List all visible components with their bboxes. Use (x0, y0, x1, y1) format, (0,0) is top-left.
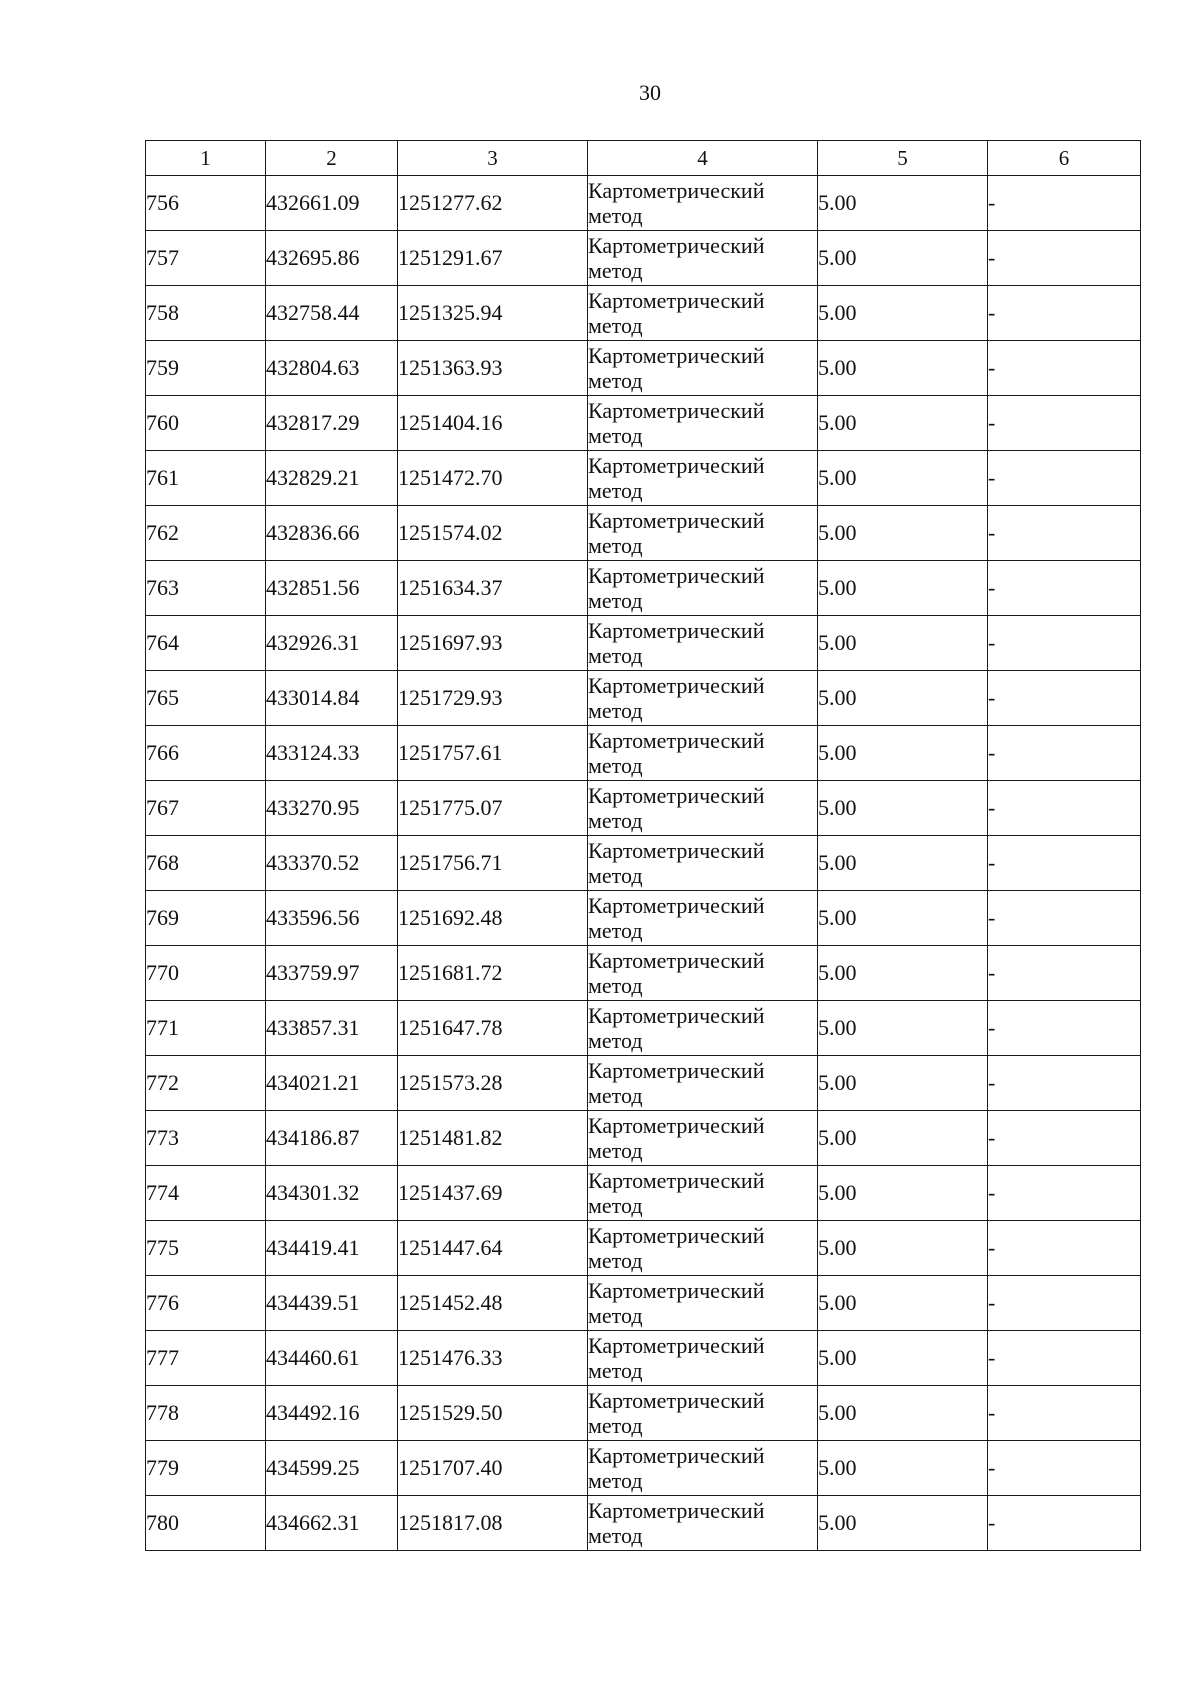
method-cell (588, 231, 818, 286)
method-label-line2: метод (588, 973, 643, 998)
point-number-cell: 757 (146, 231, 266, 286)
x-coordinate-cell: 434460.61 (266, 1331, 398, 1386)
method-label-line1: Картометрический (588, 233, 765, 258)
y-coordinate-cell: 1251574.02 (398, 506, 588, 561)
method-label-line2: метод (588, 1083, 643, 1108)
x-coordinate-cell: 432695.86 (266, 231, 398, 286)
y-coordinate-cell: 1251476.33 (398, 1331, 588, 1386)
method-label-line2: метод (588, 588, 643, 613)
method-cell (588, 451, 818, 506)
table-header-row (146, 141, 1141, 176)
table-row (146, 1111, 1141, 1166)
point-number-cell: 780 (146, 1496, 266, 1551)
note-cell: - (988, 176, 1141, 231)
method-label-line1: Картометрический (588, 343, 765, 368)
accuracy-cell: 5.00 (818, 726, 988, 781)
note-cell: - (988, 1331, 1141, 1386)
y-coordinate-cell: 1251573.28 (398, 1056, 588, 1111)
page-number: 30 (639, 80, 661, 105)
table-row (146, 451, 1141, 506)
point-number-cell: 756 (146, 176, 266, 231)
accuracy-cell: 5.00 (818, 286, 988, 341)
method-label-line1: Картометрический (588, 1278, 765, 1303)
point-number-cell: 763 (146, 561, 266, 616)
y-coordinate-cell: 1251363.93 (398, 341, 588, 396)
note-cell: - (988, 286, 1141, 341)
method-label-line2: метод (588, 1248, 643, 1273)
note-cell: - (988, 1386, 1141, 1441)
note-cell: - (988, 506, 1141, 561)
y-coordinate-cell: 1251404.16 (398, 396, 588, 451)
note-cell: - (988, 891, 1141, 946)
note-cell: - (988, 341, 1141, 396)
x-coordinate-cell: 434439.51 (266, 1276, 398, 1331)
y-coordinate-cell: 1251697.93 (398, 616, 588, 671)
method-label-line2: метод (588, 1413, 643, 1438)
y-coordinate-cell: 1251634.37 (398, 561, 588, 616)
y-coordinate-cell: 1251756.71 (398, 836, 588, 891)
table-row (146, 946, 1141, 1001)
x-coordinate-cell: 432758.44 (266, 286, 398, 341)
x-coordinate-cell: 432817.29 (266, 396, 398, 451)
method-label-line1: Картометрический (588, 1113, 765, 1138)
method-cell (588, 396, 818, 451)
method-cell (588, 1441, 818, 1496)
accuracy-cell: 5.00 (818, 1221, 988, 1276)
column-header-5: 5 (818, 141, 988, 176)
accuracy-cell: 5.00 (818, 176, 988, 231)
method-label-line1: Картометрический (588, 1058, 765, 1083)
method-label-line1: Картометрический (588, 1443, 765, 1468)
method-cell (588, 781, 818, 836)
point-number-cell: 775 (146, 1221, 266, 1276)
method-cell (588, 1386, 818, 1441)
method-cell (588, 616, 818, 671)
method-label-line2: метод (588, 1303, 643, 1328)
method-label-line1: Картометрический (588, 783, 765, 808)
note-cell: - (988, 396, 1141, 451)
point-number-cell: 777 (146, 1331, 266, 1386)
column-header-2: 2 (266, 141, 398, 176)
x-coordinate-cell: 434021.21 (266, 1056, 398, 1111)
accuracy-cell: 5.00 (818, 506, 988, 561)
x-coordinate-cell: 433857.31 (266, 1001, 398, 1056)
accuracy-cell: 5.00 (818, 1276, 988, 1331)
accuracy-cell: 5.00 (818, 1331, 988, 1386)
method-cell (588, 1221, 818, 1276)
column-header-4: 4 (588, 141, 818, 176)
method-cell (588, 946, 818, 1001)
method-label-line2: метод (588, 863, 643, 888)
method-label-line2: метод (588, 1028, 643, 1053)
note-cell: - (988, 1166, 1141, 1221)
method-cell (588, 726, 818, 781)
x-coordinate-cell: 432661.09 (266, 176, 398, 231)
table-row (146, 616, 1141, 671)
table-body (146, 176, 1141, 1551)
method-cell (588, 671, 818, 726)
accuracy-cell: 5.00 (818, 561, 988, 616)
note-cell: - (988, 946, 1141, 1001)
method-label-line1: Картометрический (588, 288, 765, 313)
y-coordinate-cell: 1251325.94 (398, 286, 588, 341)
note-cell: - (988, 671, 1141, 726)
method-label-line1: Картометрический (588, 948, 765, 973)
accuracy-cell: 5.00 (818, 1056, 988, 1111)
method-label-line2: метод (588, 753, 643, 778)
y-coordinate-cell: 1251481.82 (398, 1111, 588, 1166)
method-label-line2: метод (588, 478, 643, 503)
table-row (146, 1331, 1141, 1386)
method-cell (588, 836, 818, 891)
column-header-1: 1 (146, 141, 266, 176)
method-label-line1: Картометрический (588, 1333, 765, 1358)
x-coordinate-cell: 433270.95 (266, 781, 398, 836)
table-row (146, 231, 1141, 286)
method-label-line2: метод (588, 533, 643, 558)
table-row (146, 671, 1141, 726)
method-label-line2: метод (588, 918, 643, 943)
x-coordinate-cell: 432836.66 (266, 506, 398, 561)
point-number-cell: 768 (146, 836, 266, 891)
accuracy-cell: 5.00 (818, 1386, 988, 1441)
accuracy-cell: 5.00 (818, 341, 988, 396)
table-row (146, 176, 1141, 231)
point-number-cell: 764 (146, 616, 266, 671)
x-coordinate-cell: 434492.16 (266, 1386, 398, 1441)
method-label-line1: Картометрический (588, 1223, 765, 1248)
note-cell: - (988, 616, 1141, 671)
x-coordinate-cell: 433596.56 (266, 891, 398, 946)
y-coordinate-cell: 1251647.78 (398, 1001, 588, 1056)
x-coordinate-cell: 434599.25 (266, 1441, 398, 1496)
method-label-line1: Картометрический (588, 728, 765, 753)
point-number-cell: 761 (146, 451, 266, 506)
note-cell: - (988, 1496, 1141, 1551)
y-coordinate-cell: 1251291.67 (398, 231, 588, 286)
y-coordinate-cell: 1251452.48 (398, 1276, 588, 1331)
point-number-cell: 762 (146, 506, 266, 561)
x-coordinate-cell: 433014.84 (266, 671, 398, 726)
x-coordinate-cell: 432926.31 (266, 616, 398, 671)
table-row (146, 781, 1141, 836)
method-cell (588, 506, 818, 561)
method-cell (588, 561, 818, 616)
method-label-line2: метод (588, 1138, 643, 1163)
accuracy-cell: 5.00 (818, 671, 988, 726)
table-row (146, 1276, 1141, 1331)
y-coordinate-cell: 1251529.50 (398, 1386, 588, 1441)
y-coordinate-cell: 1251757.61 (398, 726, 588, 781)
method-label-line1: Картометрический (588, 563, 765, 588)
method-label-line1: Картометрический (588, 178, 765, 203)
method-label-line2: метод (588, 643, 643, 668)
note-cell: - (988, 1056, 1141, 1111)
method-label-line1: Картометрический (588, 1003, 765, 1028)
note-cell: - (988, 561, 1141, 616)
note-cell: - (988, 726, 1141, 781)
point-number-cell: 774 (146, 1166, 266, 1221)
accuracy-cell: 5.00 (818, 946, 988, 1001)
method-label-line1: Картометрический (588, 1388, 765, 1413)
method-label-line1: Картометрический (588, 673, 765, 698)
y-coordinate-cell: 1251447.64 (398, 1221, 588, 1276)
coordinates-table (145, 140, 1141, 1551)
method-label-line2: метод (588, 698, 643, 723)
point-number-cell: 758 (146, 286, 266, 341)
table-row (146, 396, 1141, 451)
method-label-line1: Картометрический (588, 838, 765, 863)
method-cell (588, 1276, 818, 1331)
table-row (146, 506, 1141, 561)
method-label-line1: Картометрический (588, 1168, 765, 1193)
method-label-line2: метод (588, 1193, 643, 1218)
method-label-line1: Картометрический (588, 453, 765, 478)
table-row (146, 1386, 1141, 1441)
y-coordinate-cell: 1251817.08 (398, 1496, 588, 1551)
accuracy-cell: 5.00 (818, 1001, 988, 1056)
table-row (146, 1496, 1141, 1551)
table-row (146, 891, 1141, 946)
y-coordinate-cell: 1251472.70 (398, 451, 588, 506)
column-header-3: 3 (398, 141, 588, 176)
note-cell: - (988, 1221, 1141, 1276)
accuracy-cell: 5.00 (818, 231, 988, 286)
table-row (146, 561, 1141, 616)
method-label-line1: Картометрический (588, 618, 765, 643)
x-coordinate-cell: 434301.32 (266, 1166, 398, 1221)
method-cell (588, 176, 818, 231)
method-label-line2: метод (588, 1358, 643, 1383)
point-number-cell: 771 (146, 1001, 266, 1056)
method-label-line1: Картометрический (588, 398, 765, 423)
method-label-line1: Картометрический (588, 1498, 765, 1523)
point-number-cell: 766 (146, 726, 266, 781)
table-row (146, 1166, 1141, 1221)
note-cell: - (988, 451, 1141, 506)
point-number-cell: 778 (146, 1386, 266, 1441)
point-number-cell: 772 (146, 1056, 266, 1111)
note-cell: - (988, 1441, 1141, 1496)
table-row (146, 1056, 1141, 1111)
note-cell: - (988, 836, 1141, 891)
point-number-cell: 760 (146, 396, 266, 451)
method-cell (588, 1166, 818, 1221)
accuracy-cell: 5.00 (818, 836, 988, 891)
method-label-line1: Картометрический (588, 508, 765, 533)
accuracy-cell: 5.00 (818, 451, 988, 506)
method-cell (588, 1331, 818, 1386)
x-coordinate-cell: 434186.87 (266, 1111, 398, 1166)
table-row (146, 1001, 1141, 1056)
accuracy-cell: 5.00 (818, 1496, 988, 1551)
x-coordinate-cell: 433124.33 (266, 726, 398, 781)
method-cell (588, 891, 818, 946)
point-number-cell: 776 (146, 1276, 266, 1331)
x-coordinate-cell: 433370.52 (266, 836, 398, 891)
x-coordinate-cell: 432804.63 (266, 341, 398, 396)
y-coordinate-cell: 1251692.48 (398, 891, 588, 946)
note-cell: - (988, 781, 1141, 836)
method-cell (588, 341, 818, 396)
accuracy-cell: 5.00 (818, 891, 988, 946)
note-cell: - (988, 1001, 1141, 1056)
y-coordinate-cell: 1251707.40 (398, 1441, 588, 1496)
point-number-cell: 773 (146, 1111, 266, 1166)
accuracy-cell: 5.00 (818, 1441, 988, 1496)
method-cell (588, 1111, 818, 1166)
table-row (146, 286, 1141, 341)
table-row (146, 341, 1141, 396)
point-number-cell: 769 (146, 891, 266, 946)
note-cell: - (988, 231, 1141, 286)
accuracy-cell: 5.00 (818, 781, 988, 836)
point-number-cell: 770 (146, 946, 266, 1001)
method-cell (588, 1056, 818, 1111)
table-row (146, 1441, 1141, 1496)
method-label-line2: метод (588, 423, 643, 448)
x-coordinate-cell: 434662.31 (266, 1496, 398, 1551)
method-label-line2: метод (588, 1523, 643, 1548)
x-coordinate-cell: 434419.41 (266, 1221, 398, 1276)
method-label-line1: Картометрический (588, 893, 765, 918)
accuracy-cell: 5.00 (818, 396, 988, 451)
accuracy-cell: 5.00 (818, 1111, 988, 1166)
y-coordinate-cell: 1251729.93 (398, 671, 588, 726)
x-coordinate-cell: 432851.56 (266, 561, 398, 616)
note-cell: - (988, 1276, 1141, 1331)
coordinates-table-container (145, 140, 1140, 1551)
method-label-line2: метод (588, 258, 643, 283)
note-cell: - (988, 1111, 1141, 1166)
column-header-6: 6 (988, 141, 1141, 176)
y-coordinate-cell: 1251277.62 (398, 176, 588, 231)
method-label-line2: метод (588, 313, 643, 338)
table-row (146, 1221, 1141, 1276)
point-number-cell: 765 (146, 671, 266, 726)
method-label-line2: метод (588, 203, 643, 228)
method-label-line2: метод (588, 368, 643, 393)
point-number-cell: 779 (146, 1441, 266, 1496)
x-coordinate-cell: 432829.21 (266, 451, 398, 506)
method-cell (588, 286, 818, 341)
method-cell (588, 1496, 818, 1551)
table-row (146, 726, 1141, 781)
accuracy-cell: 5.00 (818, 1166, 988, 1221)
y-coordinate-cell: 1251437.69 (398, 1166, 588, 1221)
accuracy-cell: 5.00 (818, 616, 988, 671)
method-label-line2: метод (588, 808, 643, 833)
x-coordinate-cell: 433759.97 (266, 946, 398, 1001)
table-row (146, 836, 1141, 891)
method-label-line2: метод (588, 1468, 643, 1493)
y-coordinate-cell: 1251775.07 (398, 781, 588, 836)
method-cell (588, 1001, 818, 1056)
point-number-cell: 759 (146, 341, 266, 396)
point-number-cell: 767 (146, 781, 266, 836)
y-coordinate-cell: 1251681.72 (398, 946, 588, 1001)
